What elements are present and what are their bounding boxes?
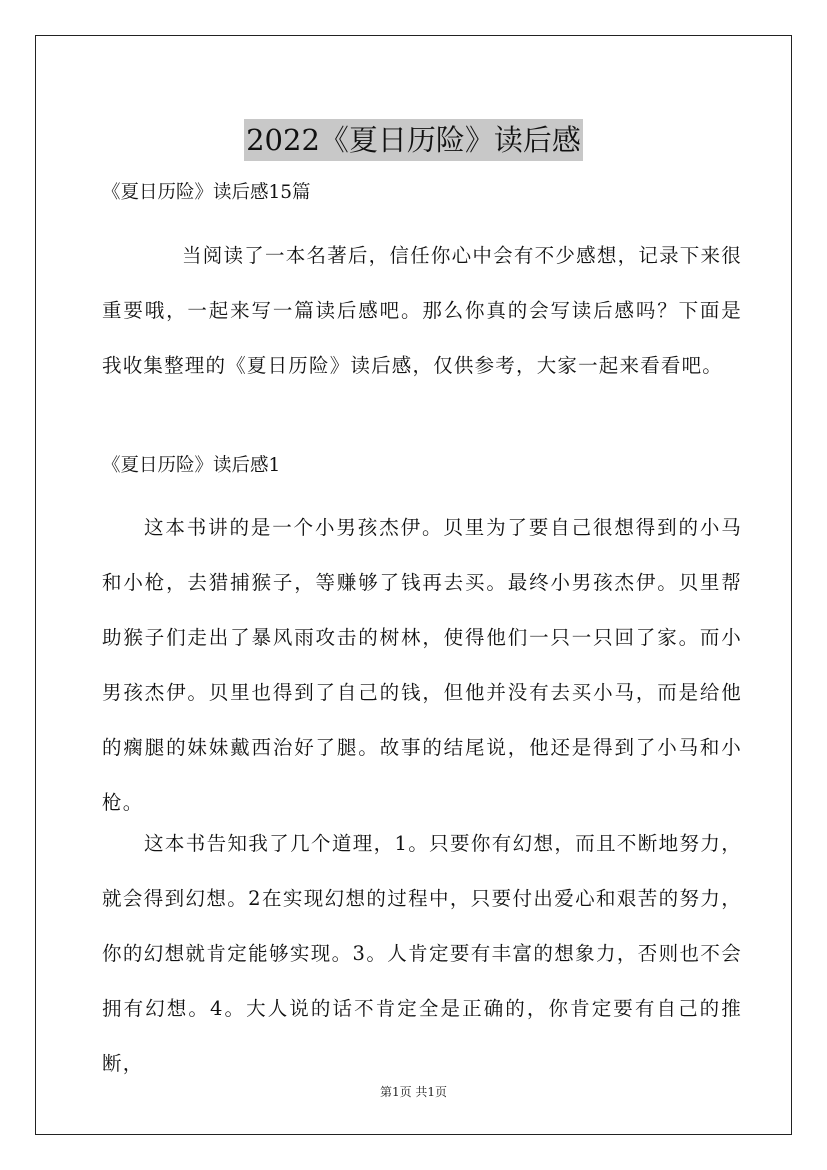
document-subtitle: 《夏日历险》读后感15篇 xyxy=(102,182,311,203)
title-container xyxy=(0,100,827,181)
body-paragraph: 这本书告知我了几个道理，1。只要你有幻想，而且不断地努力，就会得到幻想。2在实现幻想的过程中，只要付出爱心和艰苦的努力，你的幻想就肯定能够实现。3。人肯定要有丰富的想象力，否则也不会拥有幻想。4。大人说的话不肯定全是正确的，你肯定要有自己的推断， xyxy=(102,832,742,1075)
body-paragraph: 这本书讲的是一个小男孩杰伊。贝里为了要自己很想得到的小马和小枪，去猎捕猴子，等赚够了钱再去买。最终小男孩杰伊。贝里帮助猴子们走出了暴风雨攻击的树林，使得他们一只一只回了家。而小男孩杰伊。贝里也得到了自己的钱，但他并没有去买小马，而是给他的瘸腿的妹妹戴西治好了腿。故事的结尾说，他还是得到了小马和小枪。 xyxy=(102,516,742,814)
document-title: 2022《夏日历险》读后感 xyxy=(244,119,583,161)
section-heading: 《夏日历险》读后感1 xyxy=(102,455,281,476)
intro-paragraph: 当阅读了一本名著后，信任你心中会有不少感想，记录下来很重要哦，一起来写一篇读后感吧。那么你真的会写读后感吗？下面是我收集整理的《夏日历险》读后感，仅供参考，大家一起来看看吧。 xyxy=(102,244,742,377)
page-number-footer: 第1页 共1页 xyxy=(379,1085,448,1099)
